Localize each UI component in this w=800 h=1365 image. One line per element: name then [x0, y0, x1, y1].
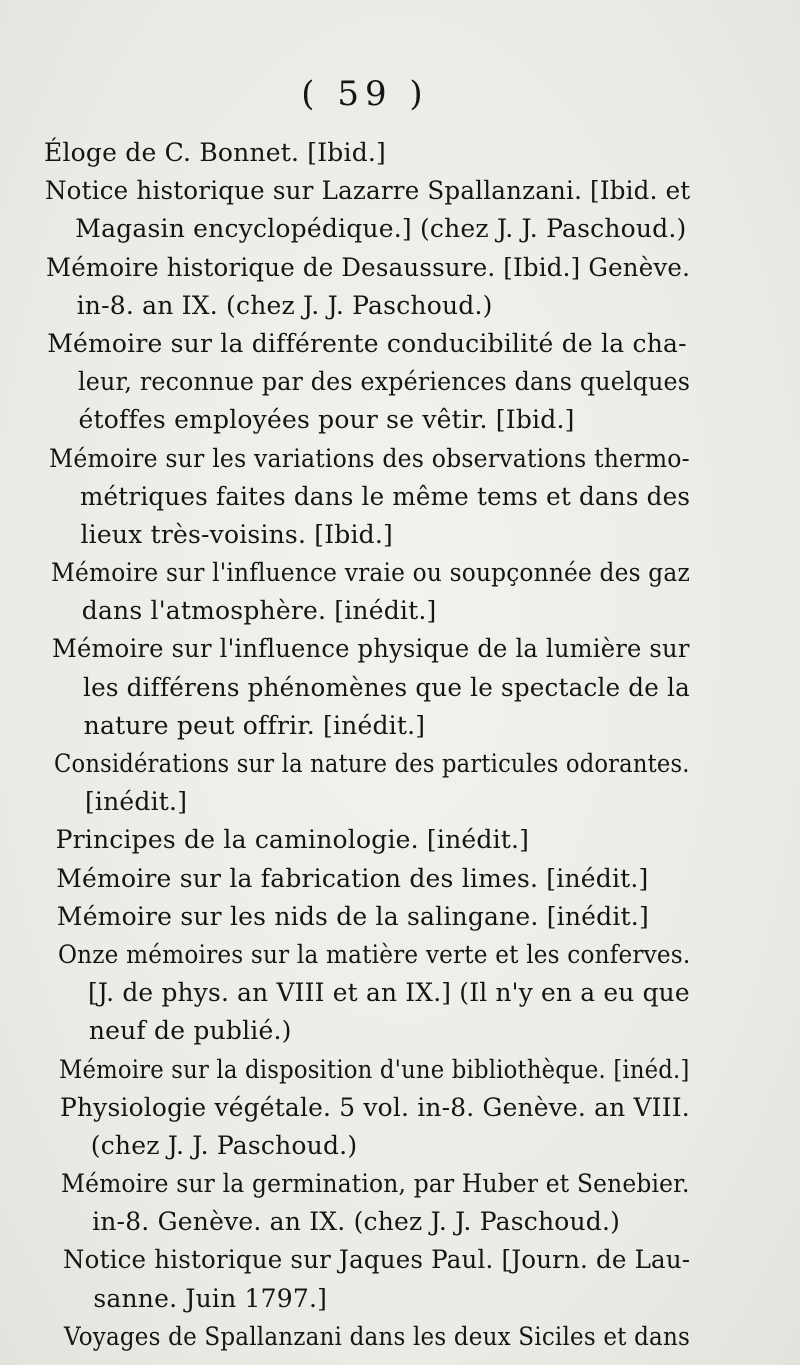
entry-memoire-germination: [0, 1165, 800, 1241]
entry-line: [0, 1318, 800, 1356]
entry-line-text: étoffes employées pour se vêtir. [Ibid.]: [78, 405, 575, 435]
entry-line: [0, 1127, 800, 1165]
entry-line-text: Mémoire sur la fabrication des limes. [inédit.]: [56, 863, 649, 893]
entry-line-text: Physiologie végétale. 5 vol. in-8. Genève. an VIII.: [60, 1092, 690, 1122]
entry-line-text: leur, reconnue par des expériences dans quelques: [77, 367, 690, 397]
entry-line: [0, 1241, 800, 1279]
entry-line-text: sanne. Juin 1797.]: [93, 1283, 328, 1313]
entry-line: [0, 745, 800, 783]
entry-line-text: (chez J. J. Paschoud.): [90, 1130, 358, 1160]
entry-line-text: Mémoire sur la disposition d'une bibliothèque. [inéd.]: [59, 1054, 690, 1084]
entry-line-text: les différens phénomènes que le spectacle de la: [83, 672, 690, 702]
entry-line: [0, 478, 800, 516]
entry-line-text: Onze mémoires sur la matière verte et les conferves.: [57, 939, 690, 969]
entry-memoire-variations: [0, 440, 800, 555]
entry-line-text: dans l'atmosphère. [inédit.]: [81, 596, 437, 626]
entry-voyages-spallanzani: [0, 1318, 800, 1356]
entry-line: [0, 1165, 800, 1203]
entry-line-text: Mémoire sur les nids de la salingane. [inédit.]: [56, 901, 649, 931]
entry-line: [0, 669, 800, 707]
entry-line-text: Magasin encyclopédique.] (chez J. J. Paschoud.): [75, 214, 687, 244]
entry-memoire-desaussure: [0, 249, 800, 325]
entry-memoire-limes: [0, 860, 800, 898]
entry-line: [0, 325, 800, 363]
entry-line: [0, 287, 800, 325]
bibliography-list: [0, 134, 800, 1356]
entry-line: [0, 1051, 800, 1089]
entry-line: [0, 1089, 800, 1127]
entry-line: [0, 172, 800, 210]
entry-line: [0, 210, 800, 248]
entry-line: [0, 440, 800, 478]
entry-line-text: Principes de la caminologie. [inédit.]: [55, 825, 530, 855]
entry-line-text: in-8. an IX. (chez J. J. Paschoud.): [76, 290, 493, 320]
entry-line-text: [J. de phys. an VIII et an IX.] (Il n'y en a eu que: [88, 978, 690, 1008]
entry-notice-jaques-paul: [0, 1241, 800, 1317]
entry-line: [0, 401, 800, 439]
entry-line: [0, 974, 800, 1012]
entry-line-text: Mémoire historique de Desaussure. [Ibid.] Genève.: [45, 252, 690, 282]
entry-line-text: métriques faites dans le même tems et dans des: [79, 481, 690, 511]
entry-physiologie-vegetale: [0, 1089, 800, 1165]
entry-line: [0, 363, 800, 401]
entry-line: [0, 134, 800, 172]
entry-line: [0, 249, 800, 287]
entry-line-text: Notice historique sur Lazarre Spallanzani. [Ibid. et: [44, 176, 690, 206]
entry-line-text: Mémoire sur la différente conducibilité de la cha-: [47, 328, 687, 358]
entry-line: [0, 1203, 800, 1241]
entry-onze-memoires: [0, 936, 800, 1051]
entry-line: [0, 516, 800, 554]
entry-line: [0, 707, 800, 745]
entry-line-text: Mémoire sur la germination, par Huber et Senebier.: [61, 1169, 690, 1199]
entry-line-text: in-8. Genève. an IX. (chez J. J. Paschoud.): [92, 1207, 621, 1237]
entry-memoire-gaz: [0, 554, 800, 630]
entry-line: [0, 860, 800, 898]
entry-memoire-bibliotheque: [0, 1051, 800, 1089]
entry-line: [0, 554, 800, 592]
page-number: ( 59 ): [301, 74, 429, 114]
entry-line: [0, 1280, 800, 1318]
entry-considerations-odorantes: [0, 745, 800, 821]
entry-line: [0, 898, 800, 936]
entry-line-text: lieux très-voisins. [Ibid.]: [80, 519, 393, 549]
entry-line-text: neuf de publié.): [88, 1016, 292, 1046]
entry-line: [0, 630, 800, 668]
entry-line-text: Voyages de Spallanzani dans les deux Siciles et dans: [64, 1321, 690, 1351]
entry-line: [0, 1012, 800, 1050]
entry-line: [0, 783, 800, 821]
entry-principes-caminologie: [0, 821, 800, 859]
entry-line-text: Mémoire sur l'influence vraie ou soupçonnée des gaz: [51, 558, 690, 588]
entry-line: [0, 592, 800, 630]
entry-line: [0, 821, 800, 859]
entry-eloge-bonnet: [0, 134, 800, 172]
entry-notice-spallanzani: [0, 172, 800, 248]
entry-line-text: nature peut offrir. [inédit.]: [83, 710, 426, 740]
entry-line-text: Considérations sur la nature des particules odorantes.: [54, 749, 690, 778]
entry-line-text: Notice historique sur Jaques Paul. [Journ. de Lau-: [62, 1245, 690, 1275]
entry-line-text: Mémoire sur l'influence physique de la lumière sur: [52, 634, 690, 664]
entry-memoire-conducibilite: [0, 325, 800, 440]
entry-memoire-salingane: [0, 898, 800, 936]
entry-line: [0, 936, 800, 974]
entry-line-text: [inédit.]: [84, 787, 188, 817]
entry-line-text: Mémoire sur les variations des observations thermo-: [49, 443, 690, 473]
entry-memoire-lumiere: [0, 630, 800, 745]
entry-line-text: Éloge de C. Bonnet. [Ibid.]: [44, 138, 387, 167]
